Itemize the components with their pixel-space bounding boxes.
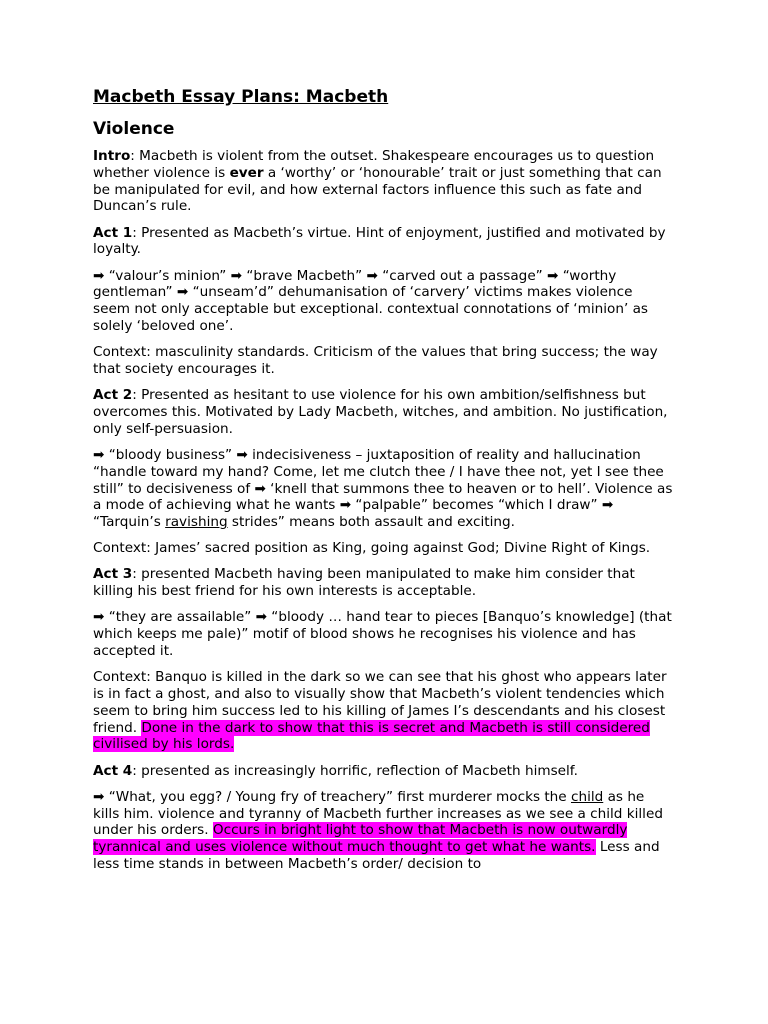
act4-paragraph: [93, 763, 673, 780]
act3-paragraph: [93, 566, 673, 600]
intro-paragraph: [93, 148, 673, 215]
act3-label: Act 3: [93, 566, 133, 583]
intro-emphasis: ever: [229, 164, 264, 181]
act3-text: : presented Macbeth having been manipulated to make him consider that killing his best friend for his own interests is acceptable.: [93, 566, 635, 600]
act3-quotes: ➡ “they are assailable” ➡ “bloody … hand tear to pieces [Banquo’s knowledge] (that which keeps me pale)” motif of blood shows he recognises his violence and has accepted it.: [93, 609, 672, 660]
act2-context: Context: James’ sacred position as King, going against God; Divine Right of Kings.: [93, 540, 651, 557]
act1-text: : Presented as Macbeth’s virtue. Hint of enjoyment, justified and motivated by loyalty.: [93, 224, 666, 258]
act2-text: : Presented as hesitant to use violence for his own ambition/selfishness but overcomes this. Motivated by Lady Macbeth, witches, and ambition. No justification, only self-persuasion.: [93, 387, 668, 437]
act1-label: Act 1: [93, 224, 133, 241]
act3-highlighted-text: Done in the dark to show that this is secret and Macbeth is still considered civilised by his lords.: [93, 719, 650, 753]
intro-label: Intro: [93, 148, 131, 164]
intro-text-1: : Macbeth is violent from the outset. Shakespeare encourages us to question whether violence is: [93, 148, 655, 181]
act4-quotes-text-1: ➡ “What, you egg? / Young fry of treachery” first murderer mocks the: [93, 788, 571, 805]
act1-paragraph: [93, 225, 673, 259]
act2-quotes-text-1: ➡ “bloody business” ➡ indecisiveness – juxtaposition of reality and hallucination “handle toward my hand? Come, let me clutch thee / I have thee not, yet I see thee still” to decisiveness of ➡ ‘knell that summons thee to heaven or to hell’. Violence as a mode of achieving what he wants ➡ “palpable” becomes “which I draw” ➡ “Tarquin’s: [93, 446, 673, 531]
act2-paragraph: [93, 387, 673, 437]
section-heading: Violence: [93, 119, 175, 139]
act4-label: Act 4: [93, 762, 133, 779]
act4-quotes-text-2: as he kills him. violence and tyranny of Macbeth further increases as we see a child killed under his orders.: [93, 788, 663, 839]
act4-quotes: [93, 789, 673, 873]
act1-quotes: ➡ “valour’s minion” ➡ “brave Macbeth” ➡ “carved out a passage” ➡ “worthy gentleman” ➡ “unseam’d” dehumanisation of ‘carvery’ victims makes violence seem not only acceptable but exceptional. contextual connotations of ‘minion’ as solely ‘beloved one’.: [93, 267, 648, 334]
act4-highlighted-text: Occurs in bright light to show that Macbeth is now outwardly tyrannical and uses violence without much thought to get what he wants.: [93, 822, 628, 856]
act3-context-text: Context: Banquo is killed in the dark so we can see that his ghost who appears later is in fact a ghost, and also to visually show that Macbeth’s violent tendencies which seem to bring him success led to his killing of James I’s descendants and his closest friend.: [93, 669, 667, 736]
act1-context: Context: masculinity standards. Criticism of the values that bring success; the way that society encourages it.: [93, 344, 658, 377]
act3-context: [93, 669, 673, 753]
intro-text-2: a ‘worthy’ or ‘honourable’ trait or just something that can be manipulated for evil, and how external factors influence this such as fate and Duncan’s rule.: [93, 164, 662, 215]
document-page: [93, 86, 673, 882]
act4-quotes-text-3: Less and less time stands in between Macbeth’s order/ decision to: [93, 839, 660, 872]
act2-quotes: [93, 447, 673, 531]
act2-underlined-word: ravishing: [165, 514, 228, 531]
document-title: Macbeth Essay Plans: Macbeth: [93, 87, 389, 107]
act2-quotes-text-2: strides” means both assault and exciting.: [227, 514, 515, 531]
act4-underlined-word: child: [570, 788, 604, 805]
act2-label: Act 2: [93, 387, 133, 404]
act4-text: : presented as increasingly horrific, reflection of Macbeth himself.: [132, 762, 578, 779]
